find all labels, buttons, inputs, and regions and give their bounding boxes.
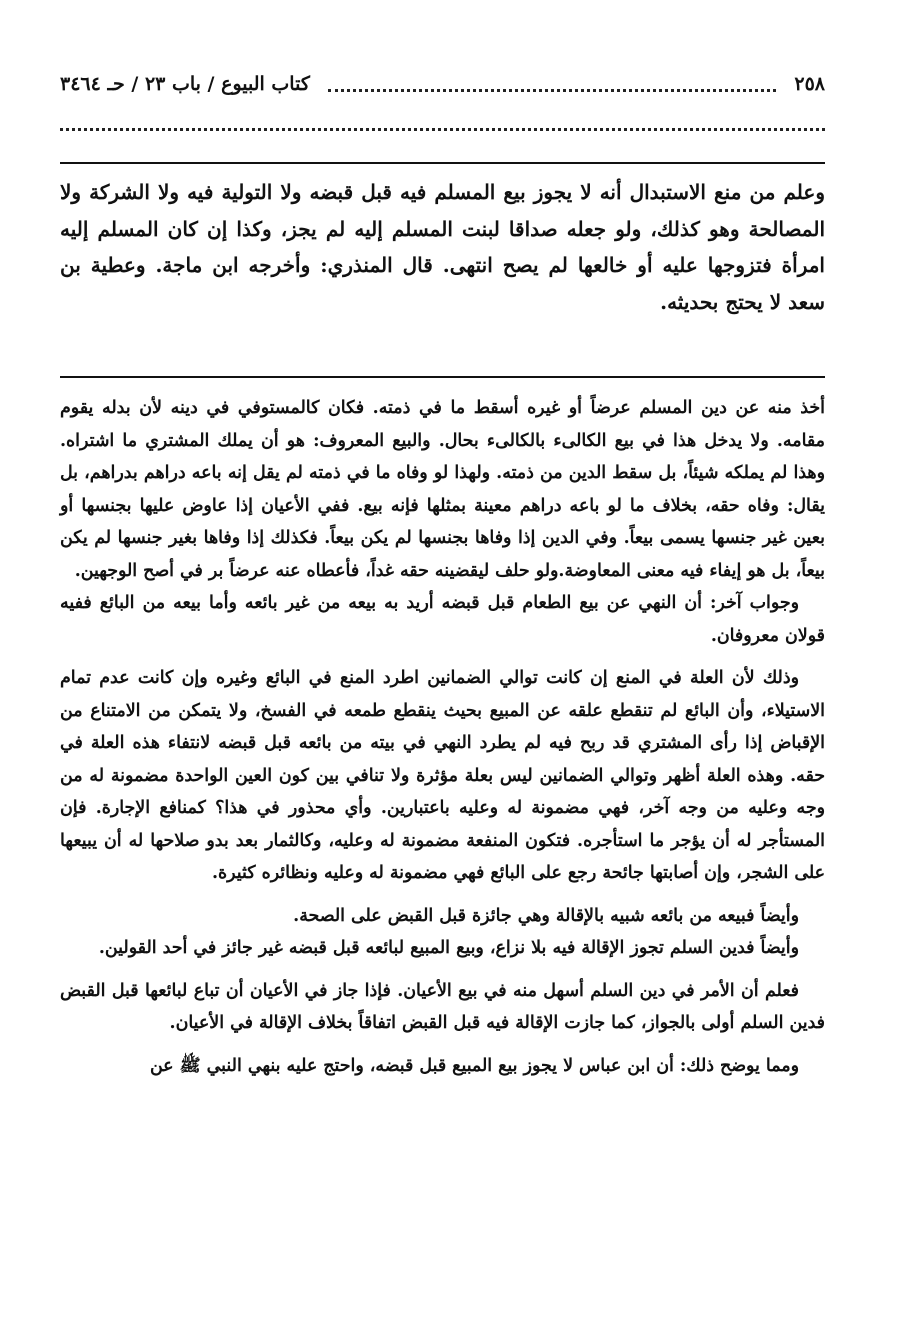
- commentary-paragraph: وجواب آخر: أن النهي عن بيع الطعام قبل قبضه أريد به بيعه من غير بائعه وأما بيعه من البائع ففيه قولان معروفان.: [60, 593, 825, 646]
- top-rule: [60, 162, 825, 164]
- page-number: ٢٥٨: [794, 73, 825, 95]
- header-dotted-rule: [60, 128, 825, 131]
- header-dot-leader: [328, 89, 777, 92]
- commentary-paragraph: ومما يوضح ذلك: أن ابن عباس لا يجوز بيع المبيع قبل قبضه، واحتج عليه بنهي النبي ﷺ عن: [149, 1055, 799, 1076]
- running-header: [60, 66, 825, 102]
- running-title: كتاب البيوع / باب ٢٣ / حـ ٣٤٦٤: [60, 73, 310, 95]
- commentary-paragraph: وأيضاً فدين السلم تجوز الإقالة فيه بلا نزاع، وبيع المبيع لبائعه قبل قبضه غير جائز في أحد القولين.: [98, 938, 799, 958]
- commentary-paragraph: أخذ منه عن دين المسلم عرضاً أو غيره أسقط ما في ذمته. فكان كالمستوفي في دينه لأن بدله يقوم مقامه. ولا يدخل هذا في بيع الكالىء بالكالىء بحال. والبيع المعروف: هو أن يملك المشتري ما اشتراه. وهذا لم يملكه شيئاً، بل سقط الدين من ذمته. ولهذا لو وفاه ما في ذمته لم يقل إنه باعه دراهم بدراهم، بل يقال: وفاه حقه، بخلاف ما لو باعه دراهم معينة بمثلها فإنه بيع. ففي الأعيان إذا عاوض عليها بجنسها أو بعين غير جنسها يسمى بيعاً. وفي الدين إذا وفاها بجنسها لم يكن بيعاً. فكذلك إذا وفاها بغير جنسها لم يكن بيعاً، بل هو إيفاء فيه معنى المعاوضة.ولو حلف ليقضينه حقه غداً، فأعطاه عنه عرضاً بر في أصح الوجهين.: [60, 398, 825, 581]
- commentary-paragraph: فعلم أن الأمر في دين السلم أسهل منه في بيع الأعيان. فإذا جاز في الأعيان أن تباع لبائعها قبل القبض فدين السلم أولى بالجواز، كما جازت الإقالة فيه قبل القبض اتفاقاً بخلاف الإقالة في الأعيان.: [60, 980, 825, 1033]
- commentary-paragraph: وذلك لأن العلة في المنع إن كانت توالي الضمانين اطرد المنع في البائع وغيره وإن كانت عدم تمام الاستيلاء، وأن البائع لم تنقطع علقه عن المبيع بحيث ينقطع طمعه في الفسخ، ولا يتمكن من الامتناع من الإقباض إذا رأى المشتري قد ربح فيه لم يطرد النهي في بيته من بائعه قبل قبضه لانتفاء هذه العلة في حقه. وهذه العلة أظهر وتوالي الضمانين ليس بعلة مؤثرة ولا تنافي بين كون العين الواحدة مضمونة له من وجه وعليه من وجه آخر، فهي مضمونة له وعليه باعتبارين. وأي محذور في هذا؟ كمنافع الإجارة. فإن المستأجر له أن يؤجر ما استأجره. فتكون المنفعة مضمونة له وعليه، وكالثمار بعد بدو صلاحها له أن يبيعها على الشجر، وإن أصابتها جائحة رجع على البائع فهي مضمونة له وعليه ونظائره كثيرة.: [60, 668, 825, 883]
- book-page: [60, 0, 825, 1340]
- commentary-block: [60, 392, 825, 1082]
- commentary-separator-rule: [60, 376, 825, 378]
- commentary-paragraph: وأيضاً فبيعه من بائعه شبيه بالإقالة وهي جائزة قبل القبض على الصحة.: [293, 905, 799, 926]
- main-text-paragraph: وعلم من منع الاستبدال أنه لا يجوز بيع المسلم فيه قبل قبضه ولا التولية فيه ولا الشركة ولا المصالحة وهو كذلك، ولو جعله صداقا لبنت المسلم إليه لم يجز، وكذا إن كان المسلم إليه امرأة فتزوجها عليه أو خالعها لم يصح انتهى. قال المنذري: وأخرجه ابن ماجة. وعطية بن سعد لا يحتج بحديثه.: [60, 180, 825, 314]
